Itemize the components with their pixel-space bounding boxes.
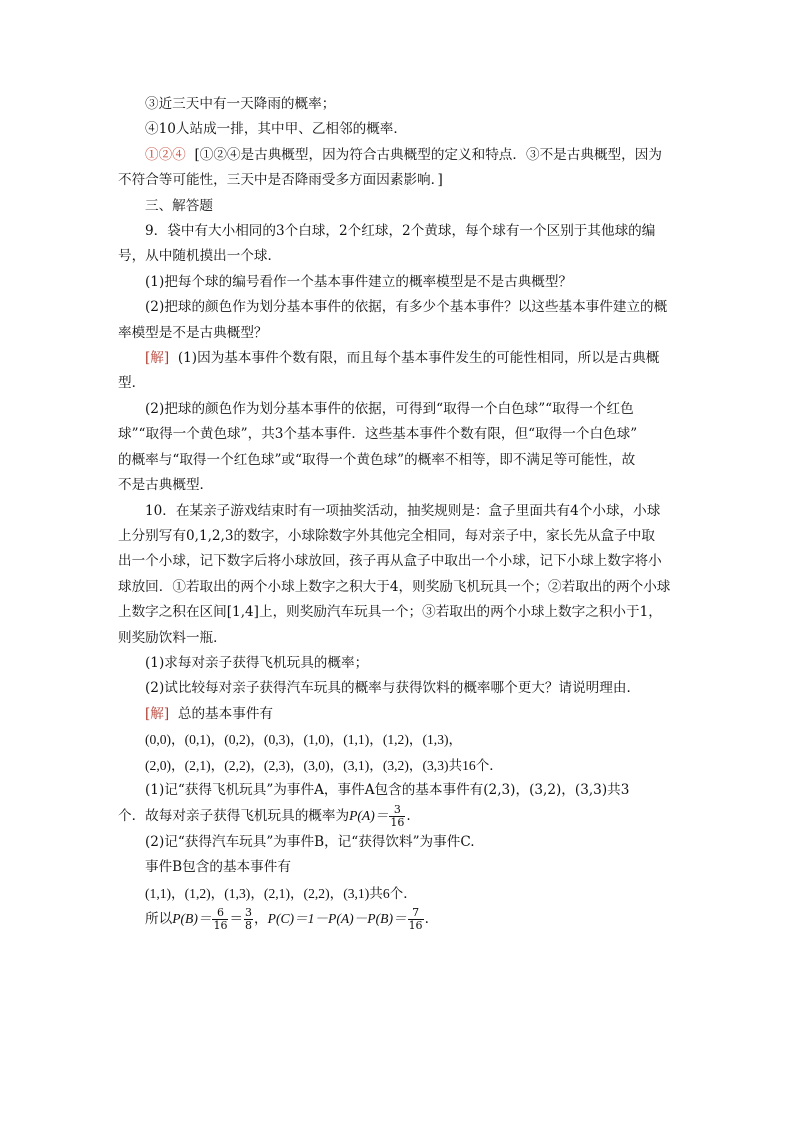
text-span: 所以 — [145, 911, 173, 927]
text-line: 球放回．①若取出的两个小球上数字之积大于4，则奖励飞机玩具一个；②若取出的两个小球 — [118, 578, 671, 595]
numerator: 3 — [389, 804, 405, 817]
text-line: 则奖励饮料一瓶． — [118, 629, 227, 646]
formula-pa: P(A)＝ — [349, 808, 389, 824]
question-9: 9．袋中有大小相同的3个白球，2个红球，2个黄球，每个球有一个区别于其他球的编 — [145, 223, 656, 240]
denominator: 8 — [245, 919, 253, 932]
text-line: 型． — [118, 375, 146, 392]
outcome-list: (2,0)，(2,1)，(2,2)，(2,3)，(3,0)，(3,1)，(3,2)，(3,3)共16个． — [145, 757, 503, 773]
text-line: ④10人站成一排，其中甲、乙相邻的概率． — [145, 121, 407, 138]
solution-tag: [解] — [145, 350, 170, 367]
fraction-pb-2 — [244, 907, 253, 932]
equals-sign: ＝ — [229, 911, 244, 926]
section-heading: 三、解答题 — [145, 197, 213, 214]
text-line: 事件B包含的基本事件有 — [145, 859, 291, 876]
solution-10-part-1: (1)记“获得飞机玩具”为事件A，事件A包含的基本事件有(2,3)，(3,2)，(3,3)共3 — [145, 781, 630, 798]
solution-9-part-1 — [118, 346, 680, 371]
solution-10-part-2: (2)记“获得汽车玩具”为事件B，记“获得饮料”为事件C. — [145, 833, 475, 850]
text-line: 球”“取得一个黄色球”，共3个基本事件．这些基本事件个数有限，但“取得一个白色球” — [118, 426, 638, 443]
text-line: 不是古典概型． — [118, 477, 214, 494]
numerator: 6 — [212, 907, 228, 920]
comma: ， — [254, 911, 268, 927]
solution-tag: [解] — [145, 705, 170, 722]
question-9-part-2: (2)把球的颜色作为划分基本事件的依据，有多少个基本事件？以这些基本事件建立的概 — [145, 299, 668, 316]
text-line: 上分别写有0,1,2,3的数字，小球除数字外其他完全相同，每对亲子中，家长先从盒子中取 — [118, 527, 655, 544]
question-9-part-1: (1)把每个球的编号看作一个基本事件建立的概率模型是不是古典概型？ — [145, 273, 573, 290]
question-10-part-2: (2)试比较每对亲子获得汽车玩具的概率与获得饮料的概率哪个更大？请说明理由． — [145, 680, 641, 697]
outcome-list: (0,0)，(0,1)，(0,2)，(0,3)，(1,0)，(1,1)，(1,2)，(1,3)， — [145, 732, 463, 748]
formula-pc: P(C)＝1－P(A)－P(B)＝ — [267, 911, 407, 926]
numerator: 7 — [408, 907, 424, 920]
solution-text: 总的基本事件有 — [177, 705, 274, 722]
answer-8 — [118, 143, 680, 168]
solution-10-intro — [118, 702, 680, 727]
question-10-part-1: (1)求每对亲子获得飞机玩具的概率； — [145, 654, 369, 671]
text-line: 号，从中随机摸出一个球． — [118, 248, 282, 265]
solution-text: (1)因为基本事件个数有限，而且每个基本事件发生的可能性相同，所以是古典概 — [177, 350, 660, 367]
fraction-pc — [408, 907, 424, 932]
text-line: 上数字之积在区间[1,4]上，则奖励汽车玩具一个；③若取出的两个小球上数字之积小于1， — [118, 604, 662, 621]
text-line: 率模型是不是古典概型？ — [118, 324, 268, 341]
probability-a-line — [118, 803, 680, 829]
fraction-pb-1 — [212, 907, 228, 932]
period: . — [424, 911, 429, 927]
text-line: ③近三天中有一天降雨的概率； — [145, 96, 336, 112]
numerator: 3 — [245, 906, 253, 919]
period: . — [406, 808, 411, 825]
answer-explanation: [①②④是古典概型，因为符合古典概型的定义和特点．③不是古典概型，因为 — [194, 146, 662, 163]
solution-9-part-2: (2)把球的颜色作为划分基本事件的依据，可得到“取得一个白色球”“取得一个红色 — [145, 400, 634, 417]
question-10: 10．在某亲子游戏结束时有一项抽奖活动，抽奖规则是：盒子里面共有4个小球，小球 — [145, 502, 661, 519]
text-line: 出一个小球，记下数字后将小球放回，孩子再从盒子中取出一个小球，记下小球上数字将小 — [118, 553, 662, 570]
denominator: 16 — [213, 919, 228, 932]
formula-pb: P(B)＝ — [172, 911, 212, 926]
answer-mark: ①②④ — [145, 146, 186, 163]
text-span: 个．故每对亲子获得飞机玩具的概率为 — [118, 808, 350, 825]
denominator: 16 — [390, 816, 405, 830]
denominator: 16 — [408, 919, 423, 932]
text-line: 不符合等可能性，三天中是否降雨受多方面因素影响．] — [118, 172, 443, 189]
probability-bc-line — [118, 906, 680, 932]
text-line: 的概率与“取得一个红色球”或“取得一个黄色球”的概率不相等，即不满足等可能性，故 — [118, 451, 636, 468]
fraction-pa — [389, 804, 405, 829]
document-page — [118, 92, 680, 932]
outcome-list: (1,1)，(1,2)，(1,3)，(2,1)，(2,2)，(3,1)共6个． — [145, 885, 417, 901]
